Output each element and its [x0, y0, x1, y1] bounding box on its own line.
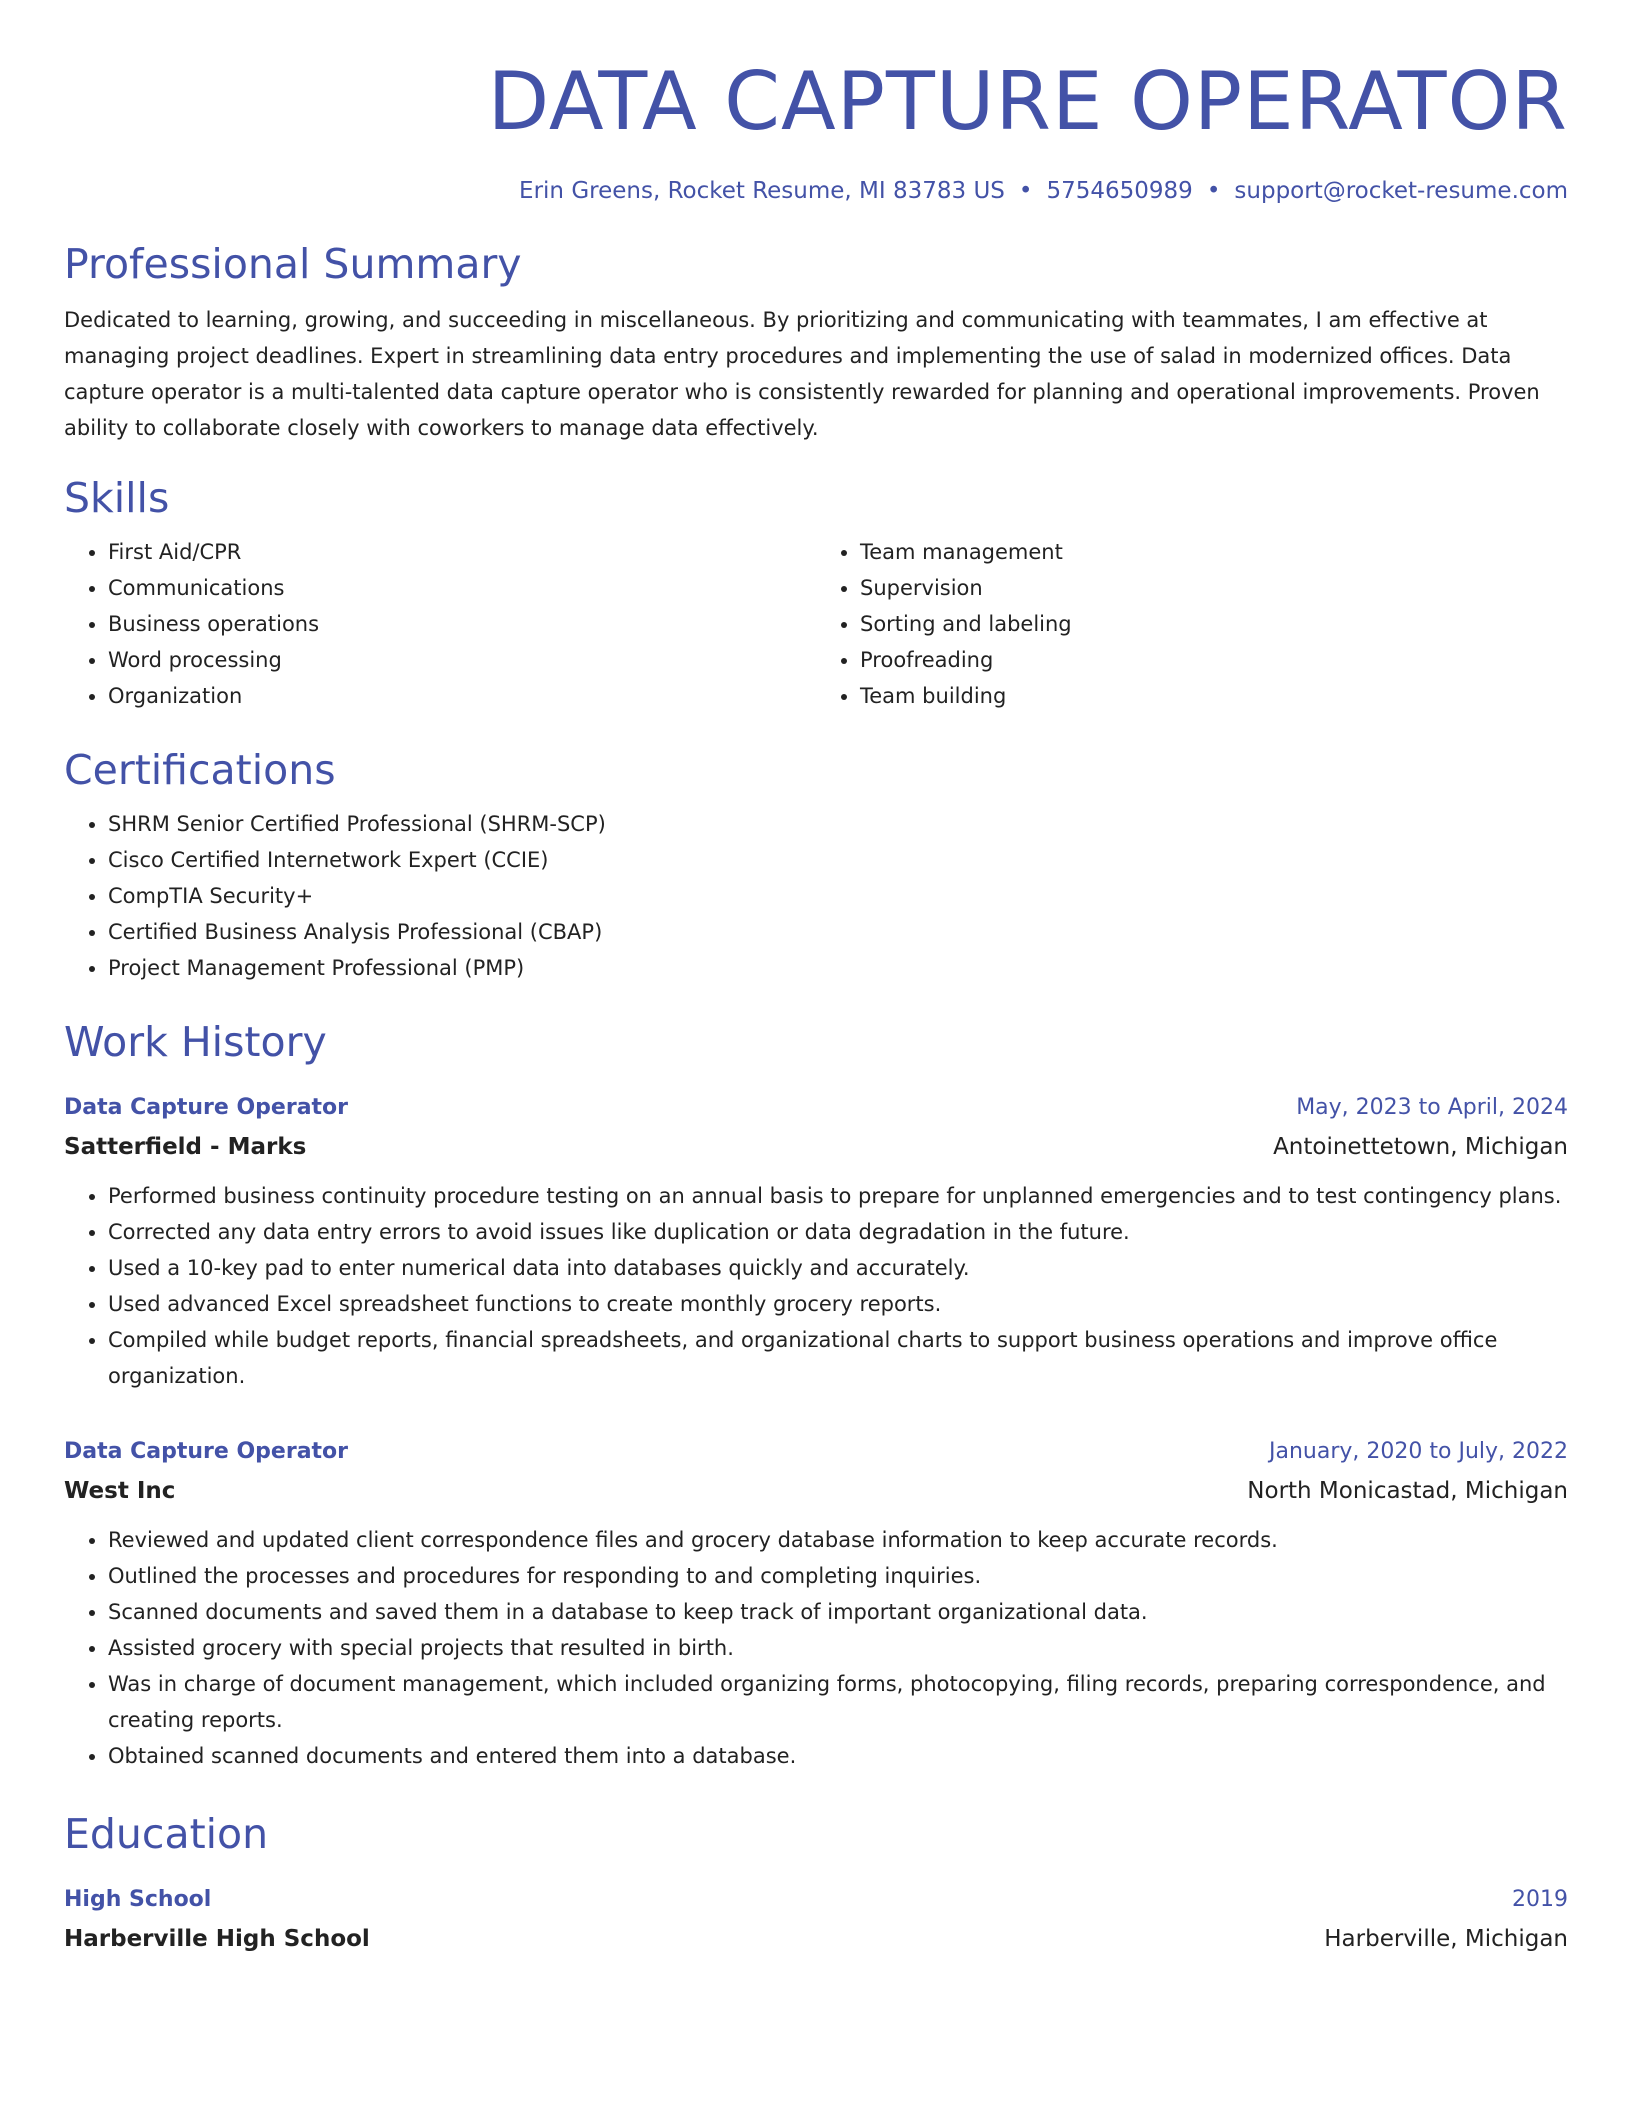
skill-item: • Team management: [860, 534, 1568, 570]
job-bullet: • Used a 10-key pad to enter numerical data into databases quickly and accurately.: [108, 1250, 1568, 1286]
contact-phone: 5754650989: [1046, 178, 1193, 204]
certifications-list: [64, 806, 1568, 986]
certification-item: • CompTIA Security+: [108, 878, 1568, 914]
job-bullet: • Scanned documents and saved them in a database to keep track of important organizational data.: [108, 1594, 1568, 1630]
job-dates: January, 2020 to July, 2022: [1269, 1439, 1568, 1464]
education-degree: High School: [64, 1887, 212, 1912]
skill-item: • Proofreading: [860, 642, 1568, 678]
certifications-heading: Certifications: [64, 746, 336, 794]
work-history-heading: Work History: [64, 1018, 327, 1066]
certification-item: • Cisco Certified Internetwork Expert (CCIE): [108, 842, 1568, 878]
job-bullet: • Used advanced Excel spreadsheet functions to create monthly grocery reports.: [108, 1286, 1568, 1322]
skill-item: • Sorting and labeling: [860, 606, 1568, 642]
job-bullet: • Outlined the processes and procedures for responding to and completing inquiries.: [108, 1558, 1568, 1594]
contact-separator: •: [1206, 178, 1221, 204]
contact-line: [64, 176, 1568, 206]
education-header: [64, 1882, 1568, 1918]
job-subheader: [64, 1128, 1568, 1166]
skills-list: [64, 534, 1568, 714]
job-bullets: [64, 1178, 1568, 1394]
job-dates: May, 2023 to April, 2024: [1296, 1095, 1568, 1120]
skills-heading: Skills: [64, 474, 170, 522]
skill-item: • Communications: [108, 570, 816, 606]
skill-item: • First Aid/CPR: [108, 534, 816, 570]
job-bullet: • Performed business continuity procedure testing on an annual basis to prepare for unplanned emergencies and to test contingency plans.: [108, 1178, 1568, 1214]
job-subheader: [64, 1472, 1568, 1510]
skill-item: • Business operations: [108, 606, 816, 642]
job-bullet: • Reviewed and updated client correspondence files and grocery database information to keep accurate records.: [108, 1522, 1568, 1558]
certification-item: • Project Management Professional (PMP): [108, 950, 1568, 986]
education-location: Harberville, Michigan: [1324, 1926, 1568, 1952]
summary-text: Dedicated to learning, growing, and succeeding in miscellaneous. By prioritizing and communicating with teammates, I am effective at managing project deadlines. Expert in streamlining data entry procedures and implementing the use of salad in modernized offices. Data capture operator is a multi-talented data capture operator who is consistently rewarded for planning and operational improvements. Proven ability to collaborate closely with coworkers to manage data effectively.: [64, 308, 1540, 440]
contact-email: support@rocket-resume.com: [1234, 178, 1568, 204]
job-header: [64, 1090, 1568, 1126]
job-company: West Inc: [64, 1478, 176, 1504]
job-entry: [64, 1090, 1568, 1394]
job-location: North Monicastad, Michigan: [1247, 1478, 1568, 1504]
education-subheader: [64, 1920, 1568, 1958]
contact-address: Erin Greens, Rocket Resume, MI 83783 US: [519, 178, 1005, 204]
job-role: Data Capture Operator: [64, 1095, 349, 1120]
certification-item: • Certified Business Analysis Professional (CBAP): [108, 914, 1568, 950]
job-entry: [64, 1434, 1568, 1774]
certification-item: • SHRM Senior Certified Professional (SHRM-SCP): [108, 806, 1568, 842]
skill-item: • Team building: [860, 678, 1568, 714]
education-entry: [64, 1882, 1568, 1958]
job-company: Satterfield - Marks: [64, 1134, 307, 1160]
job-bullet: • Assisted grocery with special projects that resulted in birth.: [108, 1630, 1568, 1666]
skill-item: • Organization: [108, 678, 816, 714]
job-bullet: • Corrected any data entry errors to avoid issues like duplication or data degradation in the future.: [108, 1214, 1568, 1250]
resume-name: DATA CAPTURE OPERATOR: [487, 55, 1568, 148]
job-role: Data Capture Operator: [64, 1439, 349, 1464]
job-bullet: • Compiled while budget reports, financial spreadsheets, and organizational charts to support business operations and improve office organization.: [108, 1322, 1568, 1394]
job-header: [64, 1434, 1568, 1470]
skill-item: • Word processing: [108, 642, 816, 678]
skills-column-right: [816, 534, 1568, 714]
education-year: 2019: [1512, 1887, 1568, 1912]
education-school: Harberville High School: [64, 1926, 370, 1952]
summary-heading: Professional Summary: [64, 240, 522, 288]
education-heading: Education: [64, 1810, 269, 1858]
skills-column-left: [64, 534, 816, 714]
job-location: Antoinettetown, Michigan: [1273, 1134, 1568, 1160]
job-bullet: • Was in charge of document management, which included organizing forms, photocopying, filing records, preparing correspondence, and creating reports.: [108, 1666, 1568, 1738]
job-bullets: [64, 1522, 1568, 1774]
skill-item: • Supervision: [860, 570, 1568, 606]
job-bullet: • Obtained scanned documents and entered them into a database.: [108, 1738, 1568, 1774]
contact-separator: •: [1018, 178, 1033, 204]
